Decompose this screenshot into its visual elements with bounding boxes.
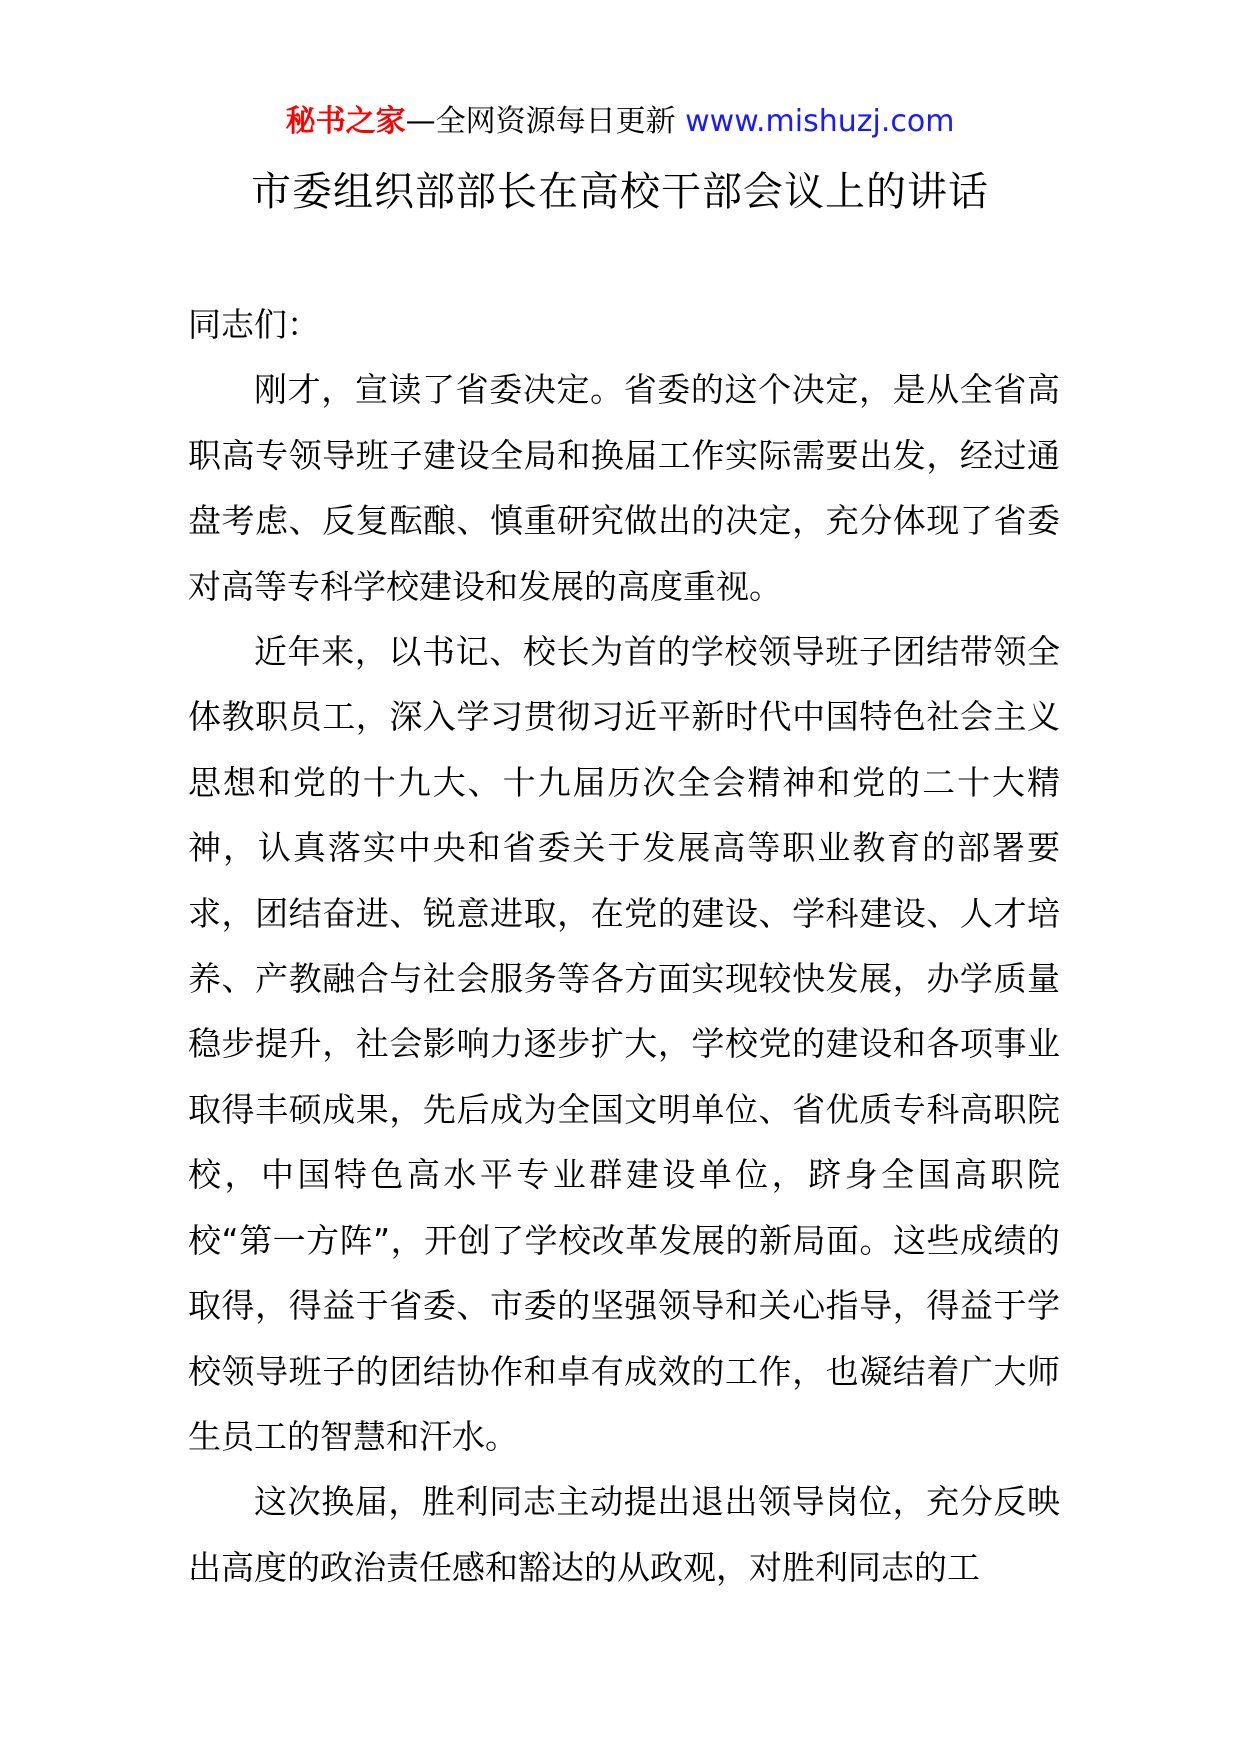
document-title: 市委组织部部长在高校干部会议上的讲话 (251, 169, 989, 215)
site-name: 秘书之家 (285, 104, 406, 139)
site-header (0, 100, 1240, 144)
document-body (188, 292, 1060, 1600)
paragraph-1: 刚才，宣读了省委决定。省委的这个决定，是从全省高职高专领导班子建设全局和换届工作实际需要出发，经过通盘考虑、反复酝酿、慎重研究做出的决定，充分体现了省委对高等专科学校建设和发展的高度重视。 (188, 370, 1060, 606)
paragraph-3: 这次换届，胜利同志主动提出退出领导岗位，充分反映出高度的政治责任感和豁达的从政观，对胜利同志的工 (188, 1482, 1060, 1587)
salutation: 同志们： (188, 305, 320, 344)
site-tagline: —全网资源每日更新 (405, 104, 676, 139)
site-url-link[interactable]: www.mishuzj.com (685, 104, 955, 139)
paragraph-2: 近年来，以书记、校长为首的学校领导班子团结带领全体教职员工，深入学习贯彻习近平新时代中国特色社会主义思想和党的十九大、十九届历次全会精神和党的二十大精神，认真落实中央和省委关于发展高等职业教育的部署要求，团结奋进、锐意进取，在党的建设、学科建设、人才培养、产教融合与社会服务等各方面实现较快发展，办学质量稳步提升，社会影响力逐步扩大，学校党的建设和各项事业取得丰硕成果，先后成为全国文明单位、省优质专科高职院校，中国特色高水平专业群建设单位，跻身全国高职院校“第一方阵”，开创了学校改革发展的新局面。这些成绩的取得，得益于省委、市委的坚强领导和关心指导，得益于学校领导班子的团结协作和卓有成效的工作，也凝结着广大师生员工的智慧和汗水。 (188, 632, 1060, 1456)
